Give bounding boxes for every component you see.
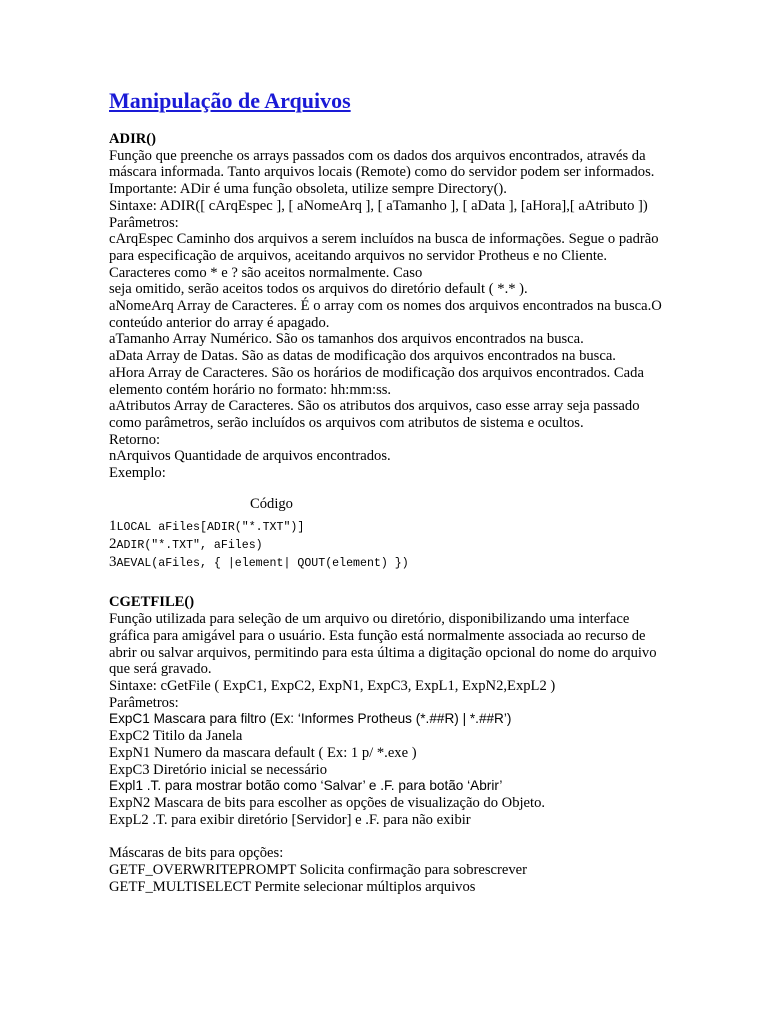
list-spacer (109, 828, 669, 845)
param-expc2: ExpC2 Titilo da Janela (109, 728, 243, 745)
adir-return-label: Retorno: (109, 431, 161, 448)
code-line-text: AEVAL(aFiles, { |element| QOUT(element) }) (116, 557, 409, 571)
adir-important-note: Importante: ADir é uma função obsoleta, utilize sempre Directory(). (109, 181, 507, 198)
cgetfile-syntax: Sintaxe: cGetFile ( ExpC1, ExpC2, ExpN1, ExpC3, ExpL1, ExpN2,ExpL2 ) (109, 677, 556, 694)
adir-example-label: Exemplo: (109, 465, 166, 482)
param-expn2: ExpN2 Mascara de bits para escolher as opções de visualização do Objeto. (109, 794, 546, 811)
adir-params-label: Parâmetros: (109, 214, 179, 231)
code-line (109, 518, 669, 536)
param-anomearq: aNomeArq Array de Caracteres. É o array com os nomes dos arquivos encontrados na busca.O conteúdo anterior do array é apagado. (109, 298, 662, 331)
section-spacer (109, 572, 669, 594)
param-ahora: aHora Array de Caracteres. São os horários de modificação dos arquivos encontrados. Cada elemento contém horário no formato: hh:mm:ss. (109, 364, 644, 398)
section-adir (109, 131, 669, 572)
mask-multiselect: GETF_MULTISELECT Permite selecionar múltiplos arquivos (109, 878, 476, 895)
adir-return-value: nArquivos Quantidade de arquivos encontrados. (109, 448, 391, 465)
param-adata: aData Array de Datas. São as datas de modificação dos arquivos encontrados na busca. (109, 348, 616, 365)
param-expc3: ExpC3 Diretório inicial se necessário (109, 761, 328, 778)
param-expl1: Expl1 .T. para mostrar botão como ‘Salvar’ e .F. para botão ‘Abrir’ (109, 778, 503, 794)
cgetfile-heading: CGETFILE() (109, 594, 195, 611)
code-line-number: 3 (109, 554, 117, 571)
cgetfile-params-label: Parâmetros: (109, 694, 179, 711)
param-expn1: ExpN1 Numero da mascara default ( Ex: 1 p/ *.exe ) (109, 744, 417, 761)
code-line (109, 536, 669, 554)
adir-description: Função que preenche os arrays passados com os dados dos arquivos encontrados, através da máscara informada. Tanto arquivos locais (Remote) como do servidor podem ser informados. (109, 147, 655, 181)
code-line-text: ADIR("*.TXT", aFiles) (116, 539, 263, 553)
code-line-text: LOCAL aFiles[ADIR("*.TXT")] (116, 521, 305, 535)
document-body (109, 88, 669, 895)
code-line (109, 554, 669, 572)
code-line-number: 1 (109, 518, 117, 535)
section-cgetfile (109, 594, 669, 895)
masks-label: Máscaras de bits para opções: (109, 845, 284, 862)
code-line-number: 2 (109, 536, 117, 553)
page-title: Manipulação de Arquivos (109, 88, 351, 113)
param-aatributos: aAtributos Array de Caracteres. São os atributos dos arquivos, caso esse array seja passado como parâmetros, serão incluídos os arquivos com atributos de sistema e ocultos. (109, 398, 640, 431)
adir-syntax: Sintaxe: ADIR([ cArqEspec ], [ aNomeArq ], [ aTamanho ], [ aData ], [aHora],[ aAtributo ]) (109, 197, 648, 214)
param-carqespec-continued: seja omitido, serão aceitos todos os arquivos do diretório default ( *.* ). (109, 281, 528, 298)
param-expc1: ExpC1 Mascara para filtro (Ex: ‘Informes Protheus (*.##R) | *.##R’) (109, 711, 512, 727)
mask-overwriteprompt: GETF_OVERWRITEPROMPT Solicita confirmação para sobrescrever (109, 862, 527, 879)
adir-heading: ADIR() (109, 131, 157, 147)
param-carqespec: cArqEspec Caminho dos arquivos a serem incluídos na busca de informações. Segue o padrão para especificação de arquivos, aceitando arquivos no servidor Protheus e no Cliente. Caracteres como * e ? são aceitos normalmente. Caso (109, 231, 659, 281)
cgetfile-description: Função utilizada para seleção de um arquivo ou diretório, disponibilizando uma interface gráfica para amigável para o usuário. Esta função está normalmente associada ao recurso de abrir ou salvar arquivos, permitindo para esta última a digitação opcional do nome do arquivo que será gravado. (109, 611, 657, 678)
param-expl2: ExpL2 .T. para exibir diretório [Servidor] e .F. para não exibir (109, 811, 471, 828)
code-heading: Código (250, 495, 293, 512)
code-block (109, 518, 669, 572)
param-atamanho: aTamanho Array Numérico. São os tamanhos dos arquivos encontrados na busca. (109, 331, 584, 348)
